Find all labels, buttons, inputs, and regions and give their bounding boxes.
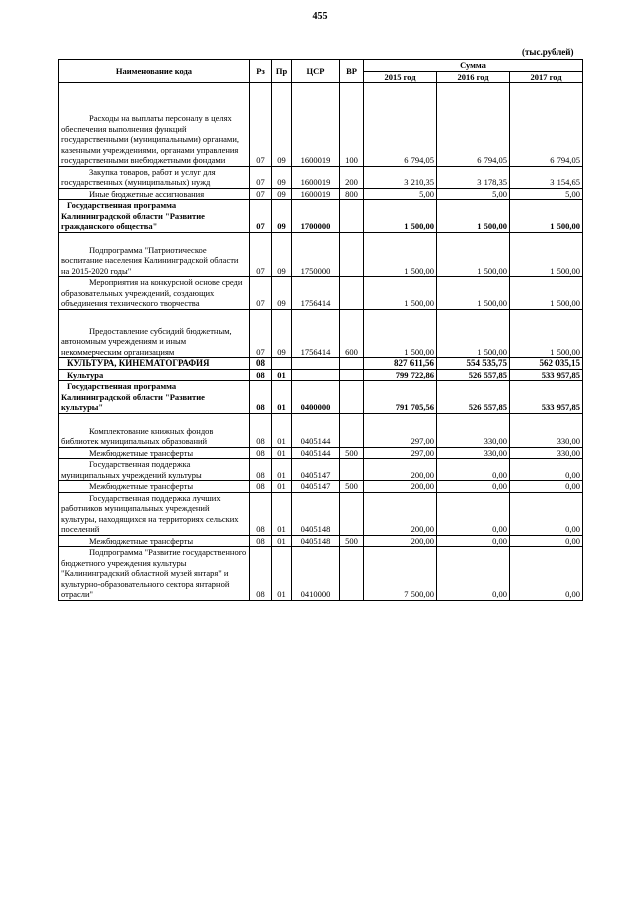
cell-pr: 09 xyxy=(272,166,292,188)
cell-pr: 09 xyxy=(272,188,292,200)
cell-rz: 07 xyxy=(250,200,272,233)
cell-name: Межбюджетные трансферты xyxy=(59,447,250,459)
cell-name: Мероприятия на конкурсной основе среди образовательных учреждений, создающих объединения технического творчества xyxy=(59,277,250,310)
cell-pr: 09 xyxy=(272,200,292,233)
cell-v2017: 1 500,00 xyxy=(510,232,583,277)
cell-v2017: 0,00 xyxy=(510,492,583,535)
cell-csr: 0405144 xyxy=(292,447,340,459)
cell-v2015: 791 705,56 xyxy=(364,381,437,414)
cell-csr: 0405148 xyxy=(292,535,340,547)
cell-rz: 08 xyxy=(250,535,272,547)
cell-pr: 01 xyxy=(272,413,292,447)
cell-rz: 07 xyxy=(250,166,272,188)
cell-v2017: 533 957,85 xyxy=(510,369,583,381)
cell-vr xyxy=(340,358,364,370)
cell-v2017: 1 500,00 xyxy=(510,277,583,310)
cell-vr xyxy=(340,232,364,277)
table-row xyxy=(59,535,583,547)
cell-csr: 0405148 xyxy=(292,492,340,535)
table-row xyxy=(59,358,583,370)
header-pr: Пр xyxy=(272,60,292,83)
cell-v2016: 5,00 xyxy=(437,188,510,200)
cell-csr xyxy=(292,358,340,370)
cell-v2017: 1 500,00 xyxy=(510,309,583,358)
cell-name: Подпрограмма "Развитие государственного бюджетного учреждения культуры "Калининградский областной музей янтаря" и культурно-образовательного сектора янтарной отрасли" xyxy=(59,547,250,601)
cell-v2015: 200,00 xyxy=(364,535,437,547)
cell-name: Культура xyxy=(59,369,250,381)
cell-pr: 09 xyxy=(272,232,292,277)
header-2017: 2017 год xyxy=(510,71,583,83)
cell-pr: 01 xyxy=(272,547,292,601)
cell-v2016: 0,00 xyxy=(437,492,510,535)
cell-vr: 100 xyxy=(340,83,364,167)
cell-v2015: 1 500,00 xyxy=(364,232,437,277)
cell-v2015: 1 500,00 xyxy=(364,200,437,233)
table-row xyxy=(59,188,583,200)
cell-name: КУЛЬТУРА, КИНЕМАТОГРАФИЯ xyxy=(59,358,250,370)
table-row xyxy=(59,413,583,447)
cell-v2015: 1 500,00 xyxy=(364,309,437,358)
header-2015: 2015 год xyxy=(364,71,437,83)
cell-name: Государственная программа Калининградской области "Развитие культуры" xyxy=(59,381,250,414)
cell-v2015: 297,00 xyxy=(364,447,437,459)
cell-pr: 01 xyxy=(272,381,292,414)
cell-v2016: 1 500,00 xyxy=(437,277,510,310)
cell-v2016: 330,00 xyxy=(437,447,510,459)
cell-v2016: 1 500,00 xyxy=(437,309,510,358)
cell-pr: 01 xyxy=(272,447,292,459)
cell-rz: 08 xyxy=(250,381,272,414)
cell-v2015: 200,00 xyxy=(364,481,437,493)
table-row xyxy=(59,447,583,459)
cell-name: Закупка товаров, работ и услуг для государственных (муниципальных) нужд xyxy=(59,166,250,188)
cell-name: Предоставление субсидий бюджетным, автономным учреждениям и иным некоммерческим организациям xyxy=(59,309,250,358)
table-row xyxy=(59,369,583,381)
cell-rz: 08 xyxy=(250,547,272,601)
cell-v2015: 6 794,05 xyxy=(364,83,437,167)
cell-pr: 01 xyxy=(272,369,292,381)
cell-vr xyxy=(340,547,364,601)
cell-rz: 08 xyxy=(250,369,272,381)
cell-csr: 1600019 xyxy=(292,166,340,188)
cell-vr: 500 xyxy=(340,481,364,493)
cell-vr: 200 xyxy=(340,166,364,188)
cell-v2016: 0,00 xyxy=(437,459,510,481)
cell-vr xyxy=(340,459,364,481)
table-row xyxy=(59,381,583,414)
cell-pr: 01 xyxy=(272,492,292,535)
cell-csr: 0405147 xyxy=(292,459,340,481)
table-row xyxy=(59,459,583,481)
cell-v2015: 297,00 xyxy=(364,413,437,447)
cell-name: Межбюджетные трансферты xyxy=(59,481,250,493)
cell-rz: 08 xyxy=(250,358,272,370)
cell-v2017: 3 154,65 xyxy=(510,166,583,188)
cell-v2015: 200,00 xyxy=(364,459,437,481)
cell-pr: 09 xyxy=(272,83,292,167)
cell-csr: 0400000 xyxy=(292,381,340,414)
cell-rz: 07 xyxy=(250,277,272,310)
cell-v2016: 3 178,35 xyxy=(437,166,510,188)
cell-csr: 1750000 xyxy=(292,232,340,277)
cell-rz: 08 xyxy=(250,459,272,481)
cell-csr: 0410000 xyxy=(292,547,340,601)
header-2016: 2016 год xyxy=(437,71,510,83)
cell-v2015: 200,00 xyxy=(364,492,437,535)
table-row xyxy=(59,200,583,233)
cell-v2016: 0,00 xyxy=(437,535,510,547)
cell-vr xyxy=(340,381,364,414)
table-body xyxy=(59,83,583,601)
cell-v2015: 827 611,56 xyxy=(364,358,437,370)
cell-vr: 800 xyxy=(340,188,364,200)
cell-pr: 01 xyxy=(272,459,292,481)
cell-rz: 08 xyxy=(250,492,272,535)
cell-v2017: 1 500,00 xyxy=(510,200,583,233)
cell-name: Иные бюджетные ассигнования xyxy=(59,188,250,200)
cell-vr xyxy=(340,369,364,381)
table-row xyxy=(59,232,583,277)
cell-v2017: 0,00 xyxy=(510,481,583,493)
cell-csr: 0405147 xyxy=(292,481,340,493)
cell-vr: 600 xyxy=(340,309,364,358)
cell-v2016: 0,00 xyxy=(437,547,510,601)
header-csr: ЦСР xyxy=(292,60,340,83)
cell-v2017: 0,00 xyxy=(510,547,583,601)
units-label: (тыс.рублей) xyxy=(522,47,574,57)
cell-rz: 07 xyxy=(250,188,272,200)
table-row xyxy=(59,166,583,188)
page-number: 455 xyxy=(312,11,328,22)
cell-v2017: 0,00 xyxy=(510,459,583,481)
cell-v2016: 330,00 xyxy=(437,413,510,447)
header-rz: Рз xyxy=(250,60,272,83)
budget-table xyxy=(58,59,583,601)
cell-v2016: 526 557,85 xyxy=(437,369,510,381)
cell-v2017: 0,00 xyxy=(510,535,583,547)
header-sum: Сумма xyxy=(364,60,583,72)
cell-pr: 09 xyxy=(272,277,292,310)
cell-pr xyxy=(272,358,292,370)
cell-v2017: 562 035,15 xyxy=(510,358,583,370)
cell-csr: 1756414 xyxy=(292,309,340,358)
header-name: Наименование кода xyxy=(59,60,250,83)
cell-name: Расходы на выплаты персоналу в целях обеспечения выполнения функций государственными (муниципальными) органами, казенными учреждениями, органами управления государственными внебюджетными фондами xyxy=(59,83,250,167)
cell-v2016: 526 557,85 xyxy=(437,381,510,414)
cell-v2017: 330,00 xyxy=(510,447,583,459)
table-row xyxy=(59,481,583,493)
cell-csr: 1756414 xyxy=(292,277,340,310)
cell-csr: 0405144 xyxy=(292,413,340,447)
table-row xyxy=(59,492,583,535)
cell-rz: 07 xyxy=(250,309,272,358)
cell-v2017: 5,00 xyxy=(510,188,583,200)
cell-v2016: 1 500,00 xyxy=(437,232,510,277)
cell-name: Государственная поддержка муниципальных учреждений культуры xyxy=(59,459,250,481)
cell-rz: 08 xyxy=(250,481,272,493)
cell-name: Государственная поддержка лучших работников муниципальных учреждений культуры, находящихся на территориях сельских поселений xyxy=(59,492,250,535)
cell-v2016: 554 535,75 xyxy=(437,358,510,370)
cell-csr: 1700000 xyxy=(292,200,340,233)
cell-pr: 01 xyxy=(272,535,292,547)
cell-rz: 08 xyxy=(250,413,272,447)
table-row xyxy=(59,277,583,310)
cell-rz: 07 xyxy=(250,83,272,167)
cell-v2015: 7 500,00 xyxy=(364,547,437,601)
cell-name: Межбюджетные трансферты xyxy=(59,535,250,547)
cell-rz: 08 xyxy=(250,447,272,459)
cell-v2016: 1 500,00 xyxy=(437,200,510,233)
cell-rz: 07 xyxy=(250,232,272,277)
table-row xyxy=(59,309,583,358)
cell-v2017: 330,00 xyxy=(510,413,583,447)
cell-v2017: 6 794,05 xyxy=(510,83,583,167)
cell-name: Государственная программа Калининградской области "Развитие гражданского общества" xyxy=(59,200,250,233)
cell-vr xyxy=(340,492,364,535)
cell-v2016: 6 794,05 xyxy=(437,83,510,167)
cell-vr xyxy=(340,413,364,447)
cell-vr xyxy=(340,277,364,310)
cell-vr: 500 xyxy=(340,535,364,547)
cell-v2016: 0,00 xyxy=(437,481,510,493)
cell-v2015: 5,00 xyxy=(364,188,437,200)
cell-name: Подпрограмма "Патриотическое воспитание населения Калининградской области на 2015-2020 годы" xyxy=(59,232,250,277)
cell-v2015: 799 722,86 xyxy=(364,369,437,381)
cell-pr: 01 xyxy=(272,481,292,493)
cell-vr xyxy=(340,200,364,233)
cell-v2017: 533 957,85 xyxy=(510,381,583,414)
cell-pr: 09 xyxy=(272,309,292,358)
cell-vr: 500 xyxy=(340,447,364,459)
cell-csr xyxy=(292,369,340,381)
cell-v2015: 1 500,00 xyxy=(364,277,437,310)
table-row xyxy=(59,547,583,601)
cell-v2015: 3 210,35 xyxy=(364,166,437,188)
table-row xyxy=(59,83,583,167)
header-vr: ВР xyxy=(340,60,364,83)
cell-csr: 1600019 xyxy=(292,83,340,167)
cell-name: Комплектование книжных фондов библиотек муниципальных образований xyxy=(59,413,250,447)
cell-csr: 1600019 xyxy=(292,188,340,200)
